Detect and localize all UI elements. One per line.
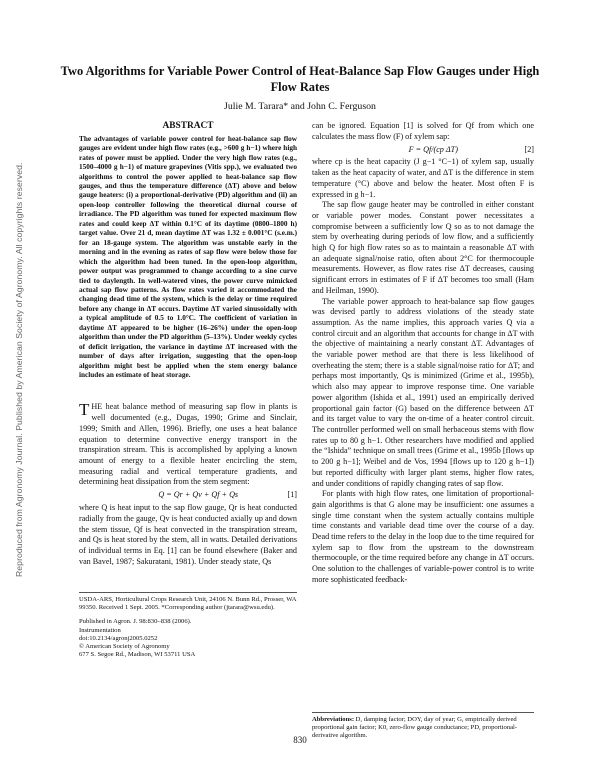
paragraph-power-modes: The sap flow gauge heater may be controlled in either constant or variable power modes. Constant power necessitates a compromise between a sufficiently low Q so as to not damage the stem by overheating during periods of low flow, and a sufficiently high Q for high flow rates so as to maintain a reasonable ΔT with an adequate signal/noise ratio, often about 2°C for thermocouple measurements. However, as flow rates rise ΔT decreases, causing significant errors in estimates of F if ΔT becomes too small (Ham and Heilman, 1990). bbox=[312, 200, 534, 295]
left-column bbox=[79, 121, 297, 567]
footnote-block bbox=[79, 592, 297, 659]
abstract-heading: ABSTRACT bbox=[162, 121, 214, 131]
article-authors: Julie M. Tarara* and John C. Ferguson bbox=[224, 101, 376, 112]
equation-2 bbox=[312, 142, 534, 157]
pub-address: 677 S. Segoe Rd., Madison, WI 53711 USA bbox=[79, 651, 196, 659]
paragraph-high-flow: For plants with high flow rates, one limitation of proportional-gain algorithms is that G alone may be insufficient: one assumes a single time constant when the system actually contains multiple time constants and variable dead time over the course of a day. Dead time refers to the delay in the loop due to the time required for xylem sap to flow from the upstream to the downstream thermocouple, or the time required before any change in ΔT occurs. One solution to the challenges of variable-power control is to write more sophisticated feedback- bbox=[312, 489, 535, 584]
pub-section: Instrumentation bbox=[79, 626, 121, 634]
equation-2-expression: F = Qf/(cp ΔT) bbox=[408, 144, 458, 154]
intro-continuation: where Q is heat input to the sap flow gauge, Qr is heat conducted radially from the gauge, Qv is heat conducted axially up and down the stem tissue, Qf is heat convected in the transpiration stream, and Qs is heat stored by the stem, all in watts. Detailed derivations of individual terms in Eq. [1] can be found elsewhere (Baker and van Bavel, 1987; Sakuratani, 1981). Under steady state, Qs bbox=[79, 503, 297, 566]
equation-1-number: [1] bbox=[287, 490, 297, 500]
abbreviations-list: D, damping factor; DOY, day of year; G, empirically derived proportional gain factor; K0, zero-flow gauge conductance; PD, proportional-derivative algorithm. bbox=[312, 716, 518, 740]
intro-text: HE heat balance method of measuring sap flow in plants is well documented (e.g., Dugas, 1990; Grime and Sinclair, 1999; Smith and Allen, 1996). Briefly, one uses a heat balance equation to determine convective energy transport in the transpiration stream. This is accomplished by applying a known amount of energy to a flexible heater encircling the stem, measuring radial and vertical temperature gradients, and determining heat dissipation from the stem segment: bbox=[79, 402, 297, 487]
pub-citation: Published in Agron. J. 98:830–838 (2006). bbox=[79, 618, 192, 626]
abbreviations-rule bbox=[312, 712, 534, 713]
equation-1 bbox=[79, 488, 297, 503]
intro-paragraph bbox=[79, 402, 297, 488]
abbreviations-label: Abbreviations: bbox=[312, 716, 355, 723]
drop-cap: T bbox=[79, 400, 90, 420]
pub-copyright: © American Society of Agronomy bbox=[79, 643, 170, 651]
article-title: Two Algorithms for Variable Power Control of Heat-Balance Sap Flow Gauges under High Flow Rates bbox=[60, 64, 540, 94]
right-column bbox=[312, 121, 534, 586]
publication-info bbox=[79, 618, 297, 659]
equation-1-expression: Q = Qr + Qv + Qf + Qs bbox=[158, 490, 239, 500]
abstract-text: The advantages of variable power control for heat-balance sap flow gauges are evident under high flow rates (e.g., >600 g h−1) where high rates of power must be applied. Under the very high flow rates (e.g., 1500–4000 g h−1) of mature grapevines (Vitis spp.), we evaluated two algorithms to control the power applied to heat-balance sap flow gauges, and thus the temperature difference (ΔT) above and below gauge heaters: (i) a proportional-derivative (PD) algorithm and (ii) an open-loop controller following the theoretical diurnal course of irradiance. The PD algorithm was tuned for expected maximum flow rates and could keep ΔT within 0.1°C of its daytime (0800–1800 h) target value. Over 21 d, mean daytime ΔT was 1.32 ± 0.001°C (s.e.m.) for an 18-gauge system. The algorithm was unstable early in the morning and in the evening as rates of sap flow were below those for which the algorithm had been tuned. In the open-loop algorithm, power output was programmed to change according to a sine curve tied to daylength. In well-watered vines, the power curve mimicked actual sap flow patterns. As flow rates varied it accommodated the changing dead time of the system, which is the delay or time required before any change in ΔT occurs. Daytime ΔT varied sinusoidally with a typical amplitude of 0.5 to 1.0°C. The coefficient of variation in daytime ΔT appeared to be higher (16–26%) under the open-loop algorithm than under the PD algorithm (5–13%). Under weekly cycles of deficit irrigation, the variance in daytime ΔT increased with the number of days after irrigation, suggesting that the open-loop algorithm might best be applied when the stem energy balance includes an estimate of heat storage. bbox=[79, 134, 297, 380]
equation-2-explanation: where cp is the heat capacity (J g−1 °C−1) of xylem sap, usually taken as the heat capacity of water, and ΔT is the difference in stem temperature (°C) above and below the heater. Most often F is expressed in g h−1. bbox=[312, 157, 534, 199]
equation-2-number: [2] bbox=[524, 144, 534, 154]
author-affiliation: USDA-ARS, Horticultural Crops Research Unit, 24106 N. Bunn Rd., Prosser, WA 99350. Received 1 Sept. 2005. *Corresponding author (jtarara@wsu.edu). bbox=[79, 596, 297, 612]
pub-doi: doi:10.2134/agronj2005.0252 bbox=[79, 634, 158, 642]
footnote-rule bbox=[79, 592, 297, 593]
right-continuation: can be ignored. Equation [1] is solved for Qf from which one calculates the mass flow (F) of xylem sap: bbox=[312, 121, 534, 141]
page-number: 830 bbox=[293, 735, 307, 745]
paragraph-variable-power: The variable power approach to heat-balance sap flow gauges was devised partly to address violations of the steady state assumption. As the name implies, this approach varies Q via a control circuit and an algorithm that accounts for change in ΔT with the objective of maintaining a nearly constant ΔT. Advantages of the variable power method are that there is less likelihood of overheating the stem; there is a stable signal/noise ratio for ΔT; and perhaps most importantly, Qs is minimized (Grime et al., 1995b), which also may appear to improve response time. One variable power algorithm (Ishida et al., 1991) used an empirically derived proportional gain factor (G) based on the difference between ΔT and its target value to vary the on-time of a heater control circuit. The controller performed well on small herbaceous stems with flow rates up to 80 g h−1. Other researchers have modified and applied the “Ishida” technique on small trees (Grime et al., 1995b [flows up to 200 g h−1]; Weibel and de Vos, 1994 [flows up to 120 g h−1]) but reported difficulty with larger plant stems, higher flow rates, and under conditions of rapidly changing rates of sap flow. bbox=[312, 296, 534, 488]
copyright-side-note: Reproduced from Agronomy Journal. Published by American Society of Agronomy. All copyrights reserved. bbox=[14, 162, 24, 578]
